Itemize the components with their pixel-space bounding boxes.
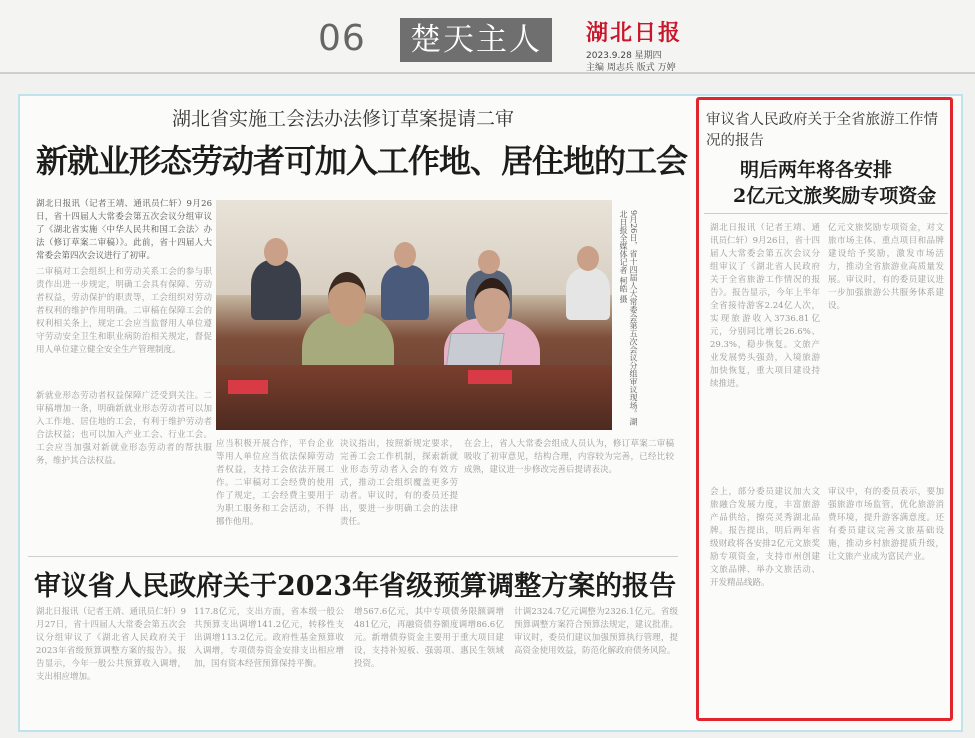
- page-number: 06: [318, 18, 366, 59]
- article2-body-1: 湖北日报讯（记者王靖、通讯员仁轩）9月27日，省十四届人大常委会第五次会议分组审议了《湖北省人民政府关于2023年省级预算调整方案的报告》。报告显示，今年一般公共预算收入调增，支出相应增加。: [36, 607, 186, 682]
- article1-headline: 新就业形态劳动者可加入工作地、居住地的工会: [36, 142, 688, 180]
- article2-body-4: 计调2324.7亿元调整为2326.1亿元。省级预算调整方案符合预算法规定，建议批准。审议时，委员们建议加强预算执行管理，提高资金使用效益，防范化解政府债务风险。: [514, 607, 678, 656]
- article2-headline: 审议省人民政府关于2023年省级预算调整方案的报告: [34, 571, 677, 602]
- photo-table: [216, 365, 612, 430]
- article2-body-3: 增567.6亿元，其中专项债务限额调增481亿元，再融资债券额度调增86.6亿元。新增债券资金主要用于重大项目建设，支持补短板、强弱项、惠民生领域投资。: [354, 607, 504, 669]
- photo-woman-left-head: [328, 272, 366, 326]
- sidebar-divider: [704, 213, 948, 214]
- sidebar-body-4: 审议中，有的委员表示，要加强旅游市场监管，优化旅游消费环境，提升游客满意度。还有委员建议完善文旅基础设施，推动乡村旅游提质升级，让文旅产业成为富民产业。: [828, 487, 944, 562]
- article1-body-1: 二审稿对工会组织上和劳动关系工会的参与职责作出进一步规定，明确工会具有保障、劳动者权益，劳动保护的职责等，工会组织对劳动者权利的维护作用明确。二审稿在保障工会的权利相关条上，规定工会应当监督用人单位遵守劳动安全卫生和职业病防治相关规定，督促用人单位建立健全安全生产管理制度。: [36, 267, 212, 355]
- article1-body-5: 在会上，省人大常委会组成人员认为，修订草案二审稿吸收了初审意见，结构合理，内容较为完善，已经比较成熟，建议进一步修改完善后提请表决。: [464, 439, 674, 475]
- photo-person-head: [577, 246, 599, 271]
- sidebar-body-2: 会上，部分委员建议加大文旅融合发展力度，丰富旅游产品供给，擦亮灵秀湖北品牌。报告提出，明后两年省级财政将各安排2亿元文旅奖励专项资金，支持市州创建文旅品牌、举办文旅活动、开发精品线路。: [710, 487, 820, 588]
- photo-person: [566, 268, 610, 320]
- article1-kicker: 湖北省实施工会法办法修订草案提请二审: [172, 108, 515, 130]
- sidebar-body-3: 亿元文旅奖励专项资金，对文旅市场主体、重点项目和品牌建设给予奖励，激发市场活力，推动全省旅游业高质量发展。审议时，有的委员建议进一步加强旅游公共服务体系建设。: [828, 223, 944, 311]
- masthead: [0, 0, 975, 74]
- sidebar-headline-line2: 2亿元文旅奖励专项资金: [733, 185, 937, 207]
- section-title: 楚天主人: [400, 18, 552, 62]
- photo-person: [251, 260, 301, 320]
- article2-body-2: 117.8亿元，支出方面，省本级一般公共预算支出调增141.2亿元，转移性支出调增113.2亿元。政府性基金预算收入调增，专项债券资金安排支出相应增加，国有资本经营预算保持平衡。: [194, 607, 344, 669]
- photo-person: [381, 265, 429, 320]
- article1-body-4: 决议指出，按照新规定要求，完善工会工作机制，探索新就业形态劳动者入会的有效方式，推动工会组织覆盖更多劳动者。审议时，有的委员还提出，要进一步明确工会的法律责任。: [340, 439, 458, 527]
- section-divider: [28, 556, 678, 557]
- article1-body-3: 应当积极开展合作，平台企业等用人单位应当依法保障劳动者权益，支持工会依法开展工作。二审稿对工会经费的使用作了规定，工会经费主要用于为职工服务和工会活动，不得挪作他用。: [216, 439, 334, 527]
- photo-person-head: [394, 242, 416, 268]
- sidebar-body-1: 湖北日报讯（记者王靖、通讯员仁轩）9月26日，省十四届人大常委会第五次会议分组审议了《湖北省人民政府关于全省旅游工作情况的报告》。报告显示，今年上半年全省接待游客2.24亿人次，实现旅游收入3736.81亿元，分别同比增长26.6%、29.3%，稳步恢复。文旅产业发展势头强劲，入境旅游加快恢复，重大项目建设持续推进。: [710, 223, 820, 389]
- article1-body-2: 新就业形态劳动者权益保障广泛受到关注。二审稿增加一条，明确新就业形态劳动者可以加入工作地、居住地的工会，有利于维护劳动者合法权益；也可以加入产业工会、行业工会。工会应当加强对新就业形态劳动者的帮扶服务，维护其合法权益。: [36, 391, 212, 466]
- article1-lead: 湖北日报讯（记者王靖、通讯员仁轩）9月26日，省十四届人大常委会第五次会议分组审议了《湖北省实施〈中华人民共和国工会法〉办法（修订草案二审稿）》。此前，省十四届人大常委会第四次会议进行了初审。: [36, 199, 212, 261]
- photo-woman-right-head: [474, 278, 510, 332]
- sidebar-kicker: 审议省人民政府关于全省旅游工作情况的报告: [706, 112, 938, 149]
- photo-person-head: [478, 250, 500, 274]
- date-line: 2023.9.28 星期四: [586, 51, 662, 61]
- editor-line: 主编 周志兵 版式 万婷: [586, 63, 676, 73]
- photo-nameplate: [468, 370, 512, 384]
- sidebar-headline-line1: 明后两年将各安排: [740, 159, 893, 181]
- photo-person-head: [264, 238, 288, 266]
- photo-nameplate: [228, 380, 268, 394]
- meeting-photo: [216, 200, 612, 430]
- photo-caption: 9月26日，省十四届人大常委会第五次会议分组审议现场。湖北日报全媒体记者 柯皓 摄: [619, 210, 638, 426]
- newspaper-logo: 湖北日报: [586, 20, 683, 46]
